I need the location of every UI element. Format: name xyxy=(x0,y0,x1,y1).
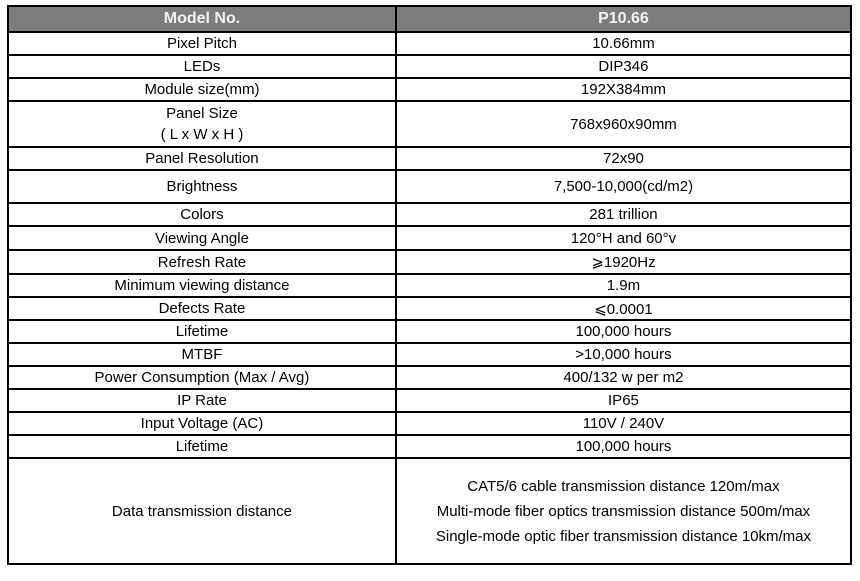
spec-row xyxy=(8,366,851,389)
spec-value-line: CAT5/6 cable transmission distance 120m/max xyxy=(467,477,780,495)
header-row xyxy=(8,6,851,32)
spec-label-cell: Input Voltage (AC) xyxy=(8,412,396,435)
spec-label-cell: Refresh Rate xyxy=(8,250,396,274)
spec-value-cell: 192X384mm xyxy=(396,78,851,101)
spec-label-line: ( L x W x H ) xyxy=(160,126,244,143)
spec-label-cell: Panel Resolution xyxy=(8,147,396,170)
spec-row xyxy=(8,343,851,366)
spec-label-cell: Colors xyxy=(8,203,396,226)
spec-value-cell xyxy=(396,458,851,564)
spec-row xyxy=(8,320,851,343)
spec-table-header xyxy=(8,6,851,32)
spec-row xyxy=(8,101,851,147)
spec-row xyxy=(8,274,851,297)
spec-label-cell: Lifetime xyxy=(8,320,396,343)
spec-row xyxy=(8,226,851,250)
spec-table xyxy=(7,5,852,565)
spec-row xyxy=(8,147,851,170)
header-label-cell: Model No. xyxy=(8,6,396,32)
spec-value-line: Single-mode optic fiber transmission distance 10km/max xyxy=(435,527,812,545)
spec-label-cell: LEDs xyxy=(8,55,396,78)
spec-row xyxy=(8,170,851,203)
spec-value-cell: ⩽0.0001 xyxy=(396,297,851,320)
spec-row xyxy=(8,78,851,101)
spec-value-cell: >10,000 hours xyxy=(396,343,851,366)
spec-row xyxy=(8,55,851,78)
spec-label-line: Panel Size xyxy=(166,105,238,122)
spec-value-cell: 7,500-10,000(cd/m2) xyxy=(396,170,851,203)
spec-label-cell: IP Rate xyxy=(8,389,396,412)
spec-row xyxy=(8,412,851,435)
spec-value-cell: IP65 xyxy=(396,389,851,412)
spec-value-cell: ⩾1920Hz xyxy=(396,250,851,274)
spec-label-cell: Minimum viewing distance xyxy=(8,274,396,297)
spec-row xyxy=(8,389,851,412)
spec-value-cell: 768x960x90mm xyxy=(396,101,851,147)
spec-row xyxy=(8,250,851,274)
header-value-cell: P10.66 xyxy=(396,6,851,32)
spec-value-cell: 100,000 hours xyxy=(396,320,851,343)
spec-label-cell: Viewing Angle xyxy=(8,226,396,250)
spec-value-cell: 1.9m xyxy=(396,274,851,297)
spec-row xyxy=(8,297,851,320)
spec-value-cell: 100,000 hours xyxy=(396,435,851,458)
spec-value-cell: 10.66mm xyxy=(396,32,851,55)
spec-value-cell: 120°H and 60°v xyxy=(396,226,851,250)
spec-label-cell: Pixel Pitch xyxy=(8,32,396,55)
spec-label-cell: Power Consumption (Max / Avg) xyxy=(8,366,396,389)
spec-value-cell: 400/132 w per m2 xyxy=(396,366,851,389)
spec-table-body xyxy=(8,32,851,564)
spec-row xyxy=(8,435,851,458)
spec-label-cell: Lifetime xyxy=(8,435,396,458)
spec-label-cell: MTBF xyxy=(8,343,396,366)
spec-value-cell: DIP346 xyxy=(396,55,851,78)
spec-row xyxy=(8,32,851,55)
spec-label-cell: Defects Rate xyxy=(8,297,396,320)
spec-row xyxy=(8,458,851,564)
spec-label-cell xyxy=(8,101,396,147)
spec-value-cell: 281 trillion xyxy=(396,203,851,226)
spec-label-cell: Brightness xyxy=(8,170,396,203)
spec-value-line: Multi-mode fiber optics transmission distance 500m/max xyxy=(436,502,811,520)
spec-row xyxy=(8,203,851,226)
spec-value-cell: 110V / 240V xyxy=(396,412,851,435)
spec-label-cell: Module size(mm) xyxy=(8,78,396,101)
spec-value-cell: 72x90 xyxy=(396,147,851,170)
spec-label-cell: Data transmission distance xyxy=(8,458,396,564)
